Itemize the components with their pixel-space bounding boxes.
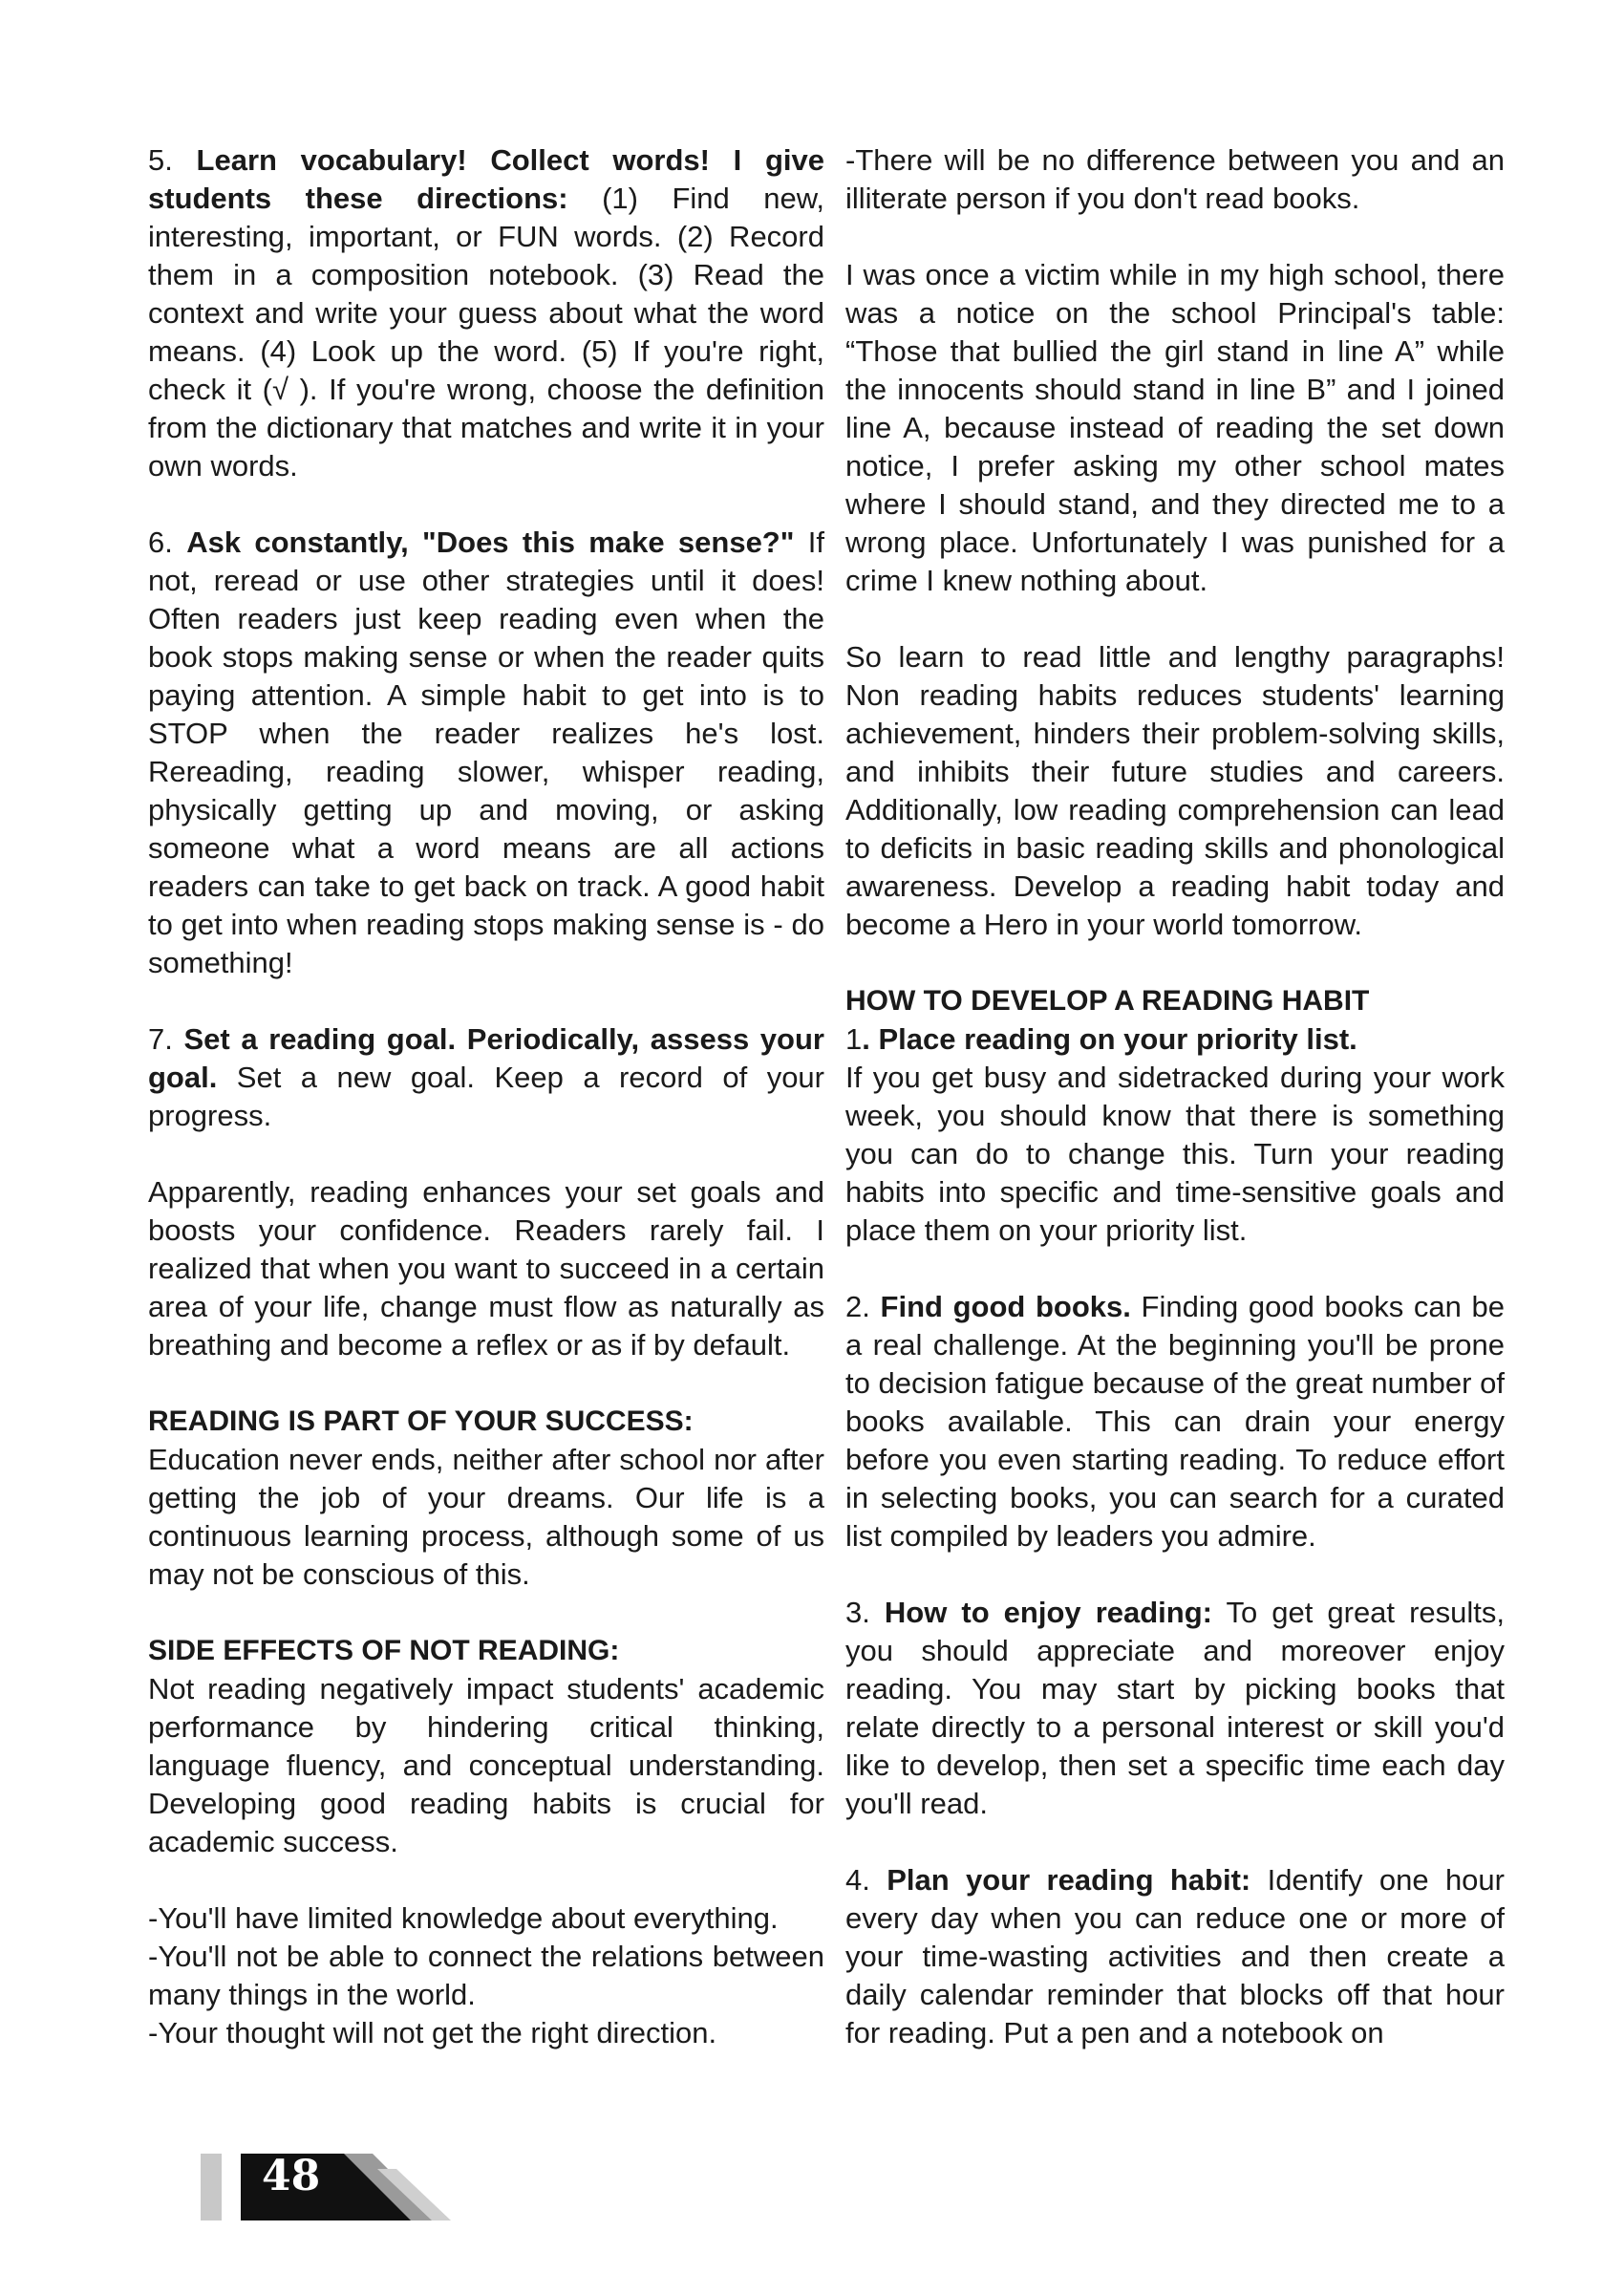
step-text: Identify one hour every day when you can reduce one or more of your time-wasting activities and then create a daily calendar reminder that blocks off that hour for reading. Put a pen and a notebook on — [845, 1863, 1505, 2049]
item-number: 7. — [148, 1022, 184, 1056]
item-text: (1) Find new, interesting, important, or FUN words. (2) Record them in a composition notebook. (3) Read the context and write your guess about what the word means. (4) Look up the word. (5) If you're right, check it ( — [148, 182, 824, 406]
item-text: Set a new goal. Keep a record of your progress. — [148, 1061, 824, 1132]
step-title: Find good books. — [880, 1290, 1131, 1323]
page-number: 48 — [262, 2152, 321, 2200]
item-text: If not, reread or use other strategies until it does! Often readers just keep reading even when the book stops making sense or when the reader quits paying attention. A simple habit to get into is to STOP when the reader realizes he's lost. Rereading, reading slower, whisper reading, physically getting up and moving, or asking someone what a word means are all actions readers can take to get back on track. A good habit to get into when reading stops making sense is - do something! — [148, 526, 825, 979]
item-number: 5. — [148, 143, 197, 177]
bullet-item: -You'll not be able to connect the relations between many things in the world. — [148, 1940, 824, 2011]
paragraph-victim-story: I was once a victim while in my high school, there was a notice on the school Principal's table: “Those that bullied the girl stand in line A” while the innocents should stand in line B” and I joined line A, because instead of reading the set down notice, I prefer asking my other school mates where I should stand, and they directed me to a wrong place. Unfortunately I was punished for a crime I knew nothing about. — [845, 258, 1505, 597]
right-column — [845, 141, 1505, 2052]
bullet-item: -There will be no difference between you and an illiterate person if you don't read books. — [845, 143, 1505, 215]
step-1-text: If you get busy and sidetracked during your work week, you should know that there is something you can do to change this. Turn your reading habits into specific and time-sensitive goals and place them on your priority list. — [845, 1061, 1505, 1247]
page-tab-graphic — [201, 2148, 487, 2224]
item-7 — [148, 1020, 824, 1135]
paragraph-goals: Apparently, reading enhances your set goals and boosts your confidence. Readers rarely fail. I realized that when you want to succeed in a certain area of your life, change must flow as naturally as breathing and become a reflex or as if by default. — [148, 1175, 824, 1362]
step-2 — [845, 1288, 1505, 1555]
bullet-item: -You'll have limited knowledge about everything. — [148, 1901, 779, 1935]
item-title: Ask constantly, "Does this make sense?" — [186, 526, 795, 559]
step-text: To get great results, you should appreciate and moreover enjoy reading. You may start by picking books that relate directly to a personal interest or skill you'd like to develop, then set a specific time each day you'll read. — [845, 1596, 1505, 1820]
paragraph-success: Education never ends, neither after school nor after getting the job of your dreams. Our life is a continuous learning process, although some of us may not be conscious of this. — [148, 1443, 824, 1591]
item-title: Set a reading goal. Periodically, assess your goal. — [148, 1022, 824, 1094]
item-text: ). If you're wrong, choose the definition from the dictionary that matches and write it in your own words. — [148, 373, 825, 483]
step-number: 2. — [845, 1290, 881, 1323]
item-6 — [148, 524, 824, 982]
heading-success: READING IS PART OF YOUR SUCCESS: — [148, 1405, 694, 1437]
bullet-item: -Your thought will not get the right direction. — [148, 2016, 717, 2049]
heading-develop-habit: HOW TO DEVELOP A READING HABIT — [845, 985, 1370, 1017]
step-3 — [845, 1594, 1505, 1823]
step-4 — [845, 1861, 1505, 2052]
step-title: . Place reading on your priority list. — [862, 1022, 1357, 1056]
step-text: Finding good books can be a real challenge. At the beginning you'll be prone to decision fatigue because of the great number of books available. This can drain your energy before you even starting reading. To reduce effort in selecting books, you can search for a curated list compiled by leaders you admire. — [845, 1290, 1506, 1553]
heading-side-effects: SIDE EFFECTS OF NOT READING: — [148, 1635, 620, 1666]
step-number: 1 — [845, 1022, 863, 1056]
item-title: Learn vocabulary! Collect words! I give students these directions: — [148, 143, 825, 215]
paragraph-learn-to-read: So learn to read little and lengthy paragraphs! Non reading habits reduces students' learning achievement, hinders their problem-solving skills, and inhibits their future studies and careers. Additionally, low reading comprehension can lead to deficits in basic reading skills and phonological awareness. Develop a reading habit today and become a Hero in your world tomorrow. — [845, 640, 1505, 941]
checkmark-icon: √ — [272, 373, 289, 406]
paragraph-side-effects: Not reading negatively impact students' academic performance by hindering critical thinking, language fluency, and conceptual understanding. Developing good reading habits is crucial for academic success. — [148, 1672, 824, 1858]
step-title: Plan your reading habit: — [887, 1863, 1251, 1897]
item-5 — [148, 141, 824, 485]
item-number: 6. — [148, 526, 187, 559]
page-footer — [201, 2148, 487, 2224]
left-column — [148, 141, 824, 2052]
step-number: 4. — [845, 1863, 887, 1897]
step-1-title — [845, 1020, 1505, 1059]
step-number: 3. — [845, 1596, 885, 1629]
step-title: How to enjoy reading: — [884, 1596, 1212, 1629]
